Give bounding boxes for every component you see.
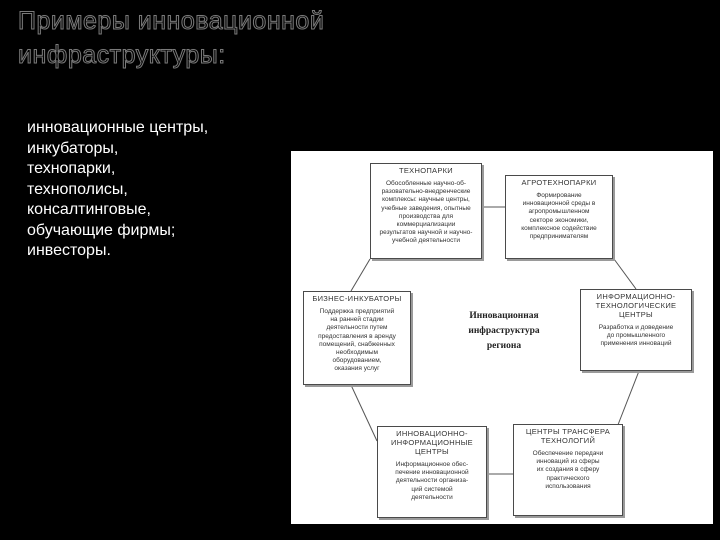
box-title: ИНФОРМАЦИОННО-ТЕХНОЛОГИЧЕСКИЕ ЦЕНТРЫ: [595, 292, 677, 319]
box-title: ИННОВАЦИОННО-ИНФОРМАЦИОННЫЕ ЦЕНТРЫ: [391, 429, 473, 456]
box-title: АГРОТЕХНОПАРКИ: [521, 178, 597, 187]
list-item: консалтинговые,: [27, 201, 151, 218]
center-line: инфраструктура: [468, 326, 540, 336]
connector-lower-left: [351, 385, 377, 441]
list-item: обучающие фирмы;: [27, 221, 176, 239]
box-title: ЦЕНТРЫ ТРАНСФЕРА ТЕХНОЛОГИЙ: [525, 427, 611, 445]
list-item: технопарки,: [27, 160, 116, 177]
connector-upper-left: [351, 259, 370, 291]
box-description: Информационное обес- печение инновационной деятельности организа- ций системой деятельности: [395, 461, 469, 501]
box-description: Обеспечение передачи инноваций из сферы их создания в сферу практического использования: [532, 450, 604, 490]
center-line: Инновационная: [469, 311, 539, 321]
box-title: ТЕХНОПАРКИ: [399, 166, 453, 175]
box-description: Разработка и доведение до промышленного применения инноваций: [598, 324, 674, 348]
list-item: инновационные центры,: [27, 119, 209, 136]
connector-upper-right: [614, 259, 636, 289]
list-item: инвесторы.: [27, 242, 111, 259]
box-title: БИЗНЕС-ИНКУБАТОРЫ: [312, 294, 402, 303]
list-item: инкубаторы,: [27, 139, 119, 157]
center-line: региона: [486, 341, 522, 351]
title-line-1: Примеры инновационной: [18, 7, 325, 35]
title-line-2: инфраструктуры:: [18, 41, 226, 69]
list-item: технополисы,: [27, 180, 128, 198]
box-business-incubators: [303, 291, 411, 385]
slide-title: [18, 4, 438, 72]
diagram-center-label: [449, 309, 559, 354]
box-description: Поддержка предприятий на ранней стадии деятельности путем предоставления в аренду помещений, снабженных необходимым оборудованием, оказания услуг: [318, 308, 396, 373]
box-innovation-info-centers: [377, 426, 487, 518]
box-technoparks: [370, 163, 482, 259]
bullet-list: [27, 118, 277, 262]
box-tech-transfer-centers: [513, 424, 623, 516]
box-description: Обособленные научно-об- разовательно-внедренческие комплексы: научные центры, учебные заведения, опытные производства для коммерциализации результатов научной и научно- учебной деятельности: [379, 180, 473, 245]
box-info-tech-centers: [580, 289, 692, 371]
box-agrotechnoparks: [505, 175, 613, 259]
infrastructure-diagram: [291, 151, 713, 524]
box-description: Формирование инновационной среды в агропромышленном секторе экономики, комплексное содействие предпринимателям: [521, 192, 597, 241]
